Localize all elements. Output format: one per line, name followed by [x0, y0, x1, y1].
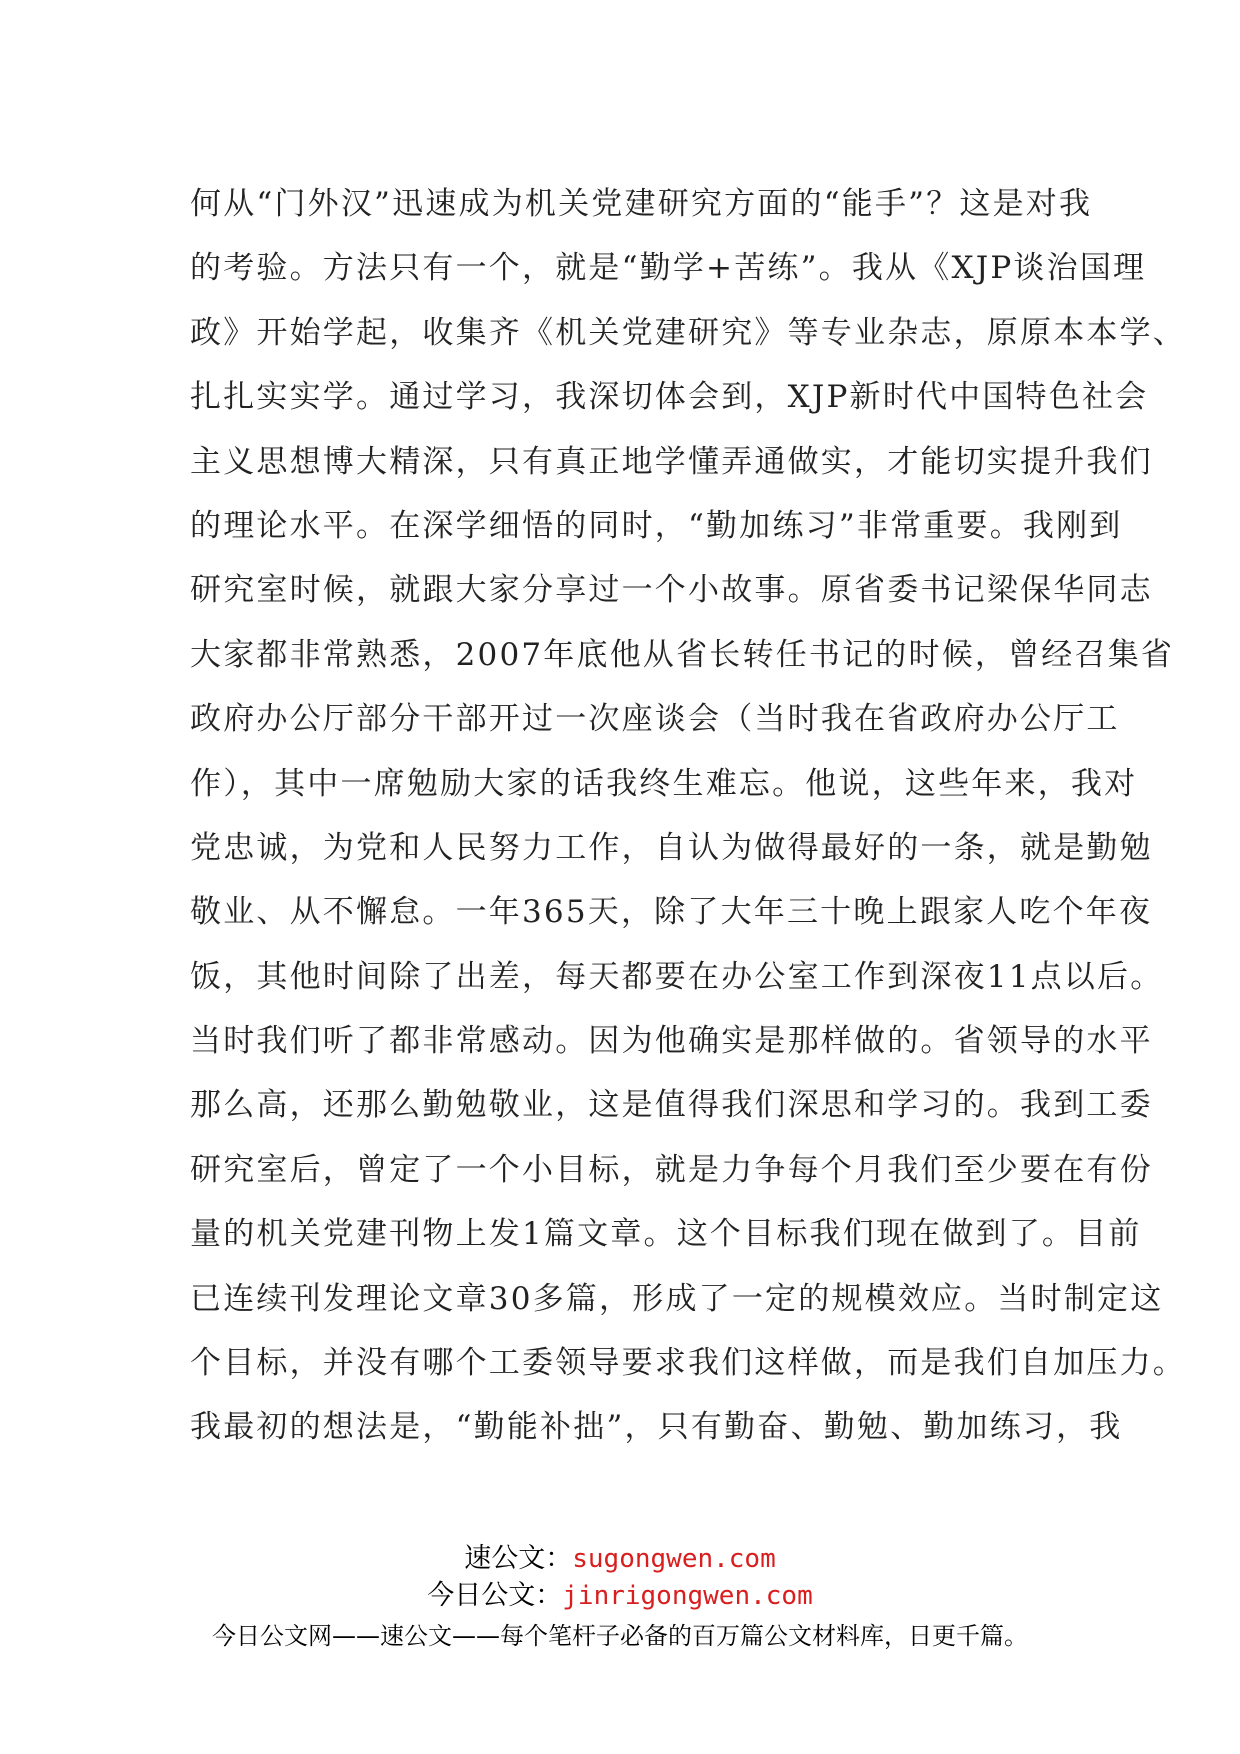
paragraph-line: 个目标，并没有哪个工委领导要求我们这样做，而是我们自加压力。 — [190, 1345, 1186, 1382]
footer — [0, 1540, 1240, 1656]
paragraph-line: 研究室时候，就跟大家分享过一个小故事。原省委书记梁保华同志 — [190, 572, 1153, 609]
footer-label-sugongwen: 速公文： — [464, 1543, 573, 1574]
footer-row-jinrigongwen — [0, 1577, 1240, 1614]
paragraph-line: 的理论水平。在深学细悟的同时，“勤加练习”非常重要。我刚到 — [190, 507, 1123, 544]
paragraph-line: 饭，其他时间除了出差，每天都要在办公室工作到深夜11点以后。 — [190, 958, 1164, 995]
paragraph-line: 当时我们听了都非常感动。因为他确实是那样做的。省领导的水平 — [190, 1023, 1153, 1060]
paragraph-line: 作），其中一席勉励大家的话我终生难忘。他说，这些年来，我对 — [190, 765, 1138, 802]
paragraph-line: 大家都非常熟悉，2007年底他从省长转任书记的时候，曾经召集省 — [190, 636, 1175, 673]
paragraph-line: 我最初的想法是，“勤能补拙”，只有勤奋、勤勉、勤加练习，我 — [190, 1409, 1123, 1446]
paragraph-line: 量的机关党建刊物上发1篇文章。这个目标我们现在做到了。目前 — [190, 1216, 1142, 1253]
paragraph-line: 研究室后，曾定了一个小目标，就是力争每个月我们至少要在有份 — [190, 1151, 1153, 1188]
paragraph-line: 扎扎实实学。通过学习，我深切体会到，XJP新时代中国特色社会 — [190, 379, 1149, 416]
paragraph-line: 那么高，还那么勤勉敬业，这是值得我们深思和学习的。我到工委 — [190, 1087, 1153, 1124]
paragraph-line: 已连续刊发理论文章30多篇，形成了一定的规模效应。当时制定这 — [190, 1280, 1164, 1317]
paragraph — [190, 172, 1186, 1460]
paragraph-line: 的考验。方法只有一个，就是“勤学+苦练”。我从《XJP谈治国理 — [190, 250, 1147, 287]
footer-label-jinrigongwen: 今日公文： — [427, 1580, 563, 1611]
footer-row-sugongwen — [0, 1540, 1240, 1577]
paragraph-line: 党忠诚，为党和人民努力工作，自认为做得最好的一条，就是勤勉 — [190, 829, 1153, 866]
paragraph-line: 政府办公厅部分干部开过一次座谈会（当时我在省政府办公厅工 — [190, 701, 1120, 738]
paragraph-line: 主义思想博大精深，只有真正地学懂弄通做实，才能切实提升我们 — [190, 443, 1153, 480]
jinrigongwen-link[interactable]: jinrigongwen.com — [562, 1581, 813, 1611]
paragraph-line: 何从“门外汉”迅速成为机关党建研究方面的“能手”？这是对我 — [190, 186, 1093, 222]
sugongwen-link[interactable]: sugongwen.com — [572, 1544, 776, 1574]
footer-tagline: 今日公文网——速公文——每个笔杆子必备的百万篇公文材料库，日更千篇。 — [212, 1622, 1028, 1650]
paragraph-line: 敬业、从不懈怠。一年365天，除了大年三十晚上跟家人吃个年夜 — [190, 894, 1153, 931]
paragraph-line: 政》开始学起，收集齐《机关党建研究》等专业杂志，原原本本学、 — [190, 314, 1186, 351]
